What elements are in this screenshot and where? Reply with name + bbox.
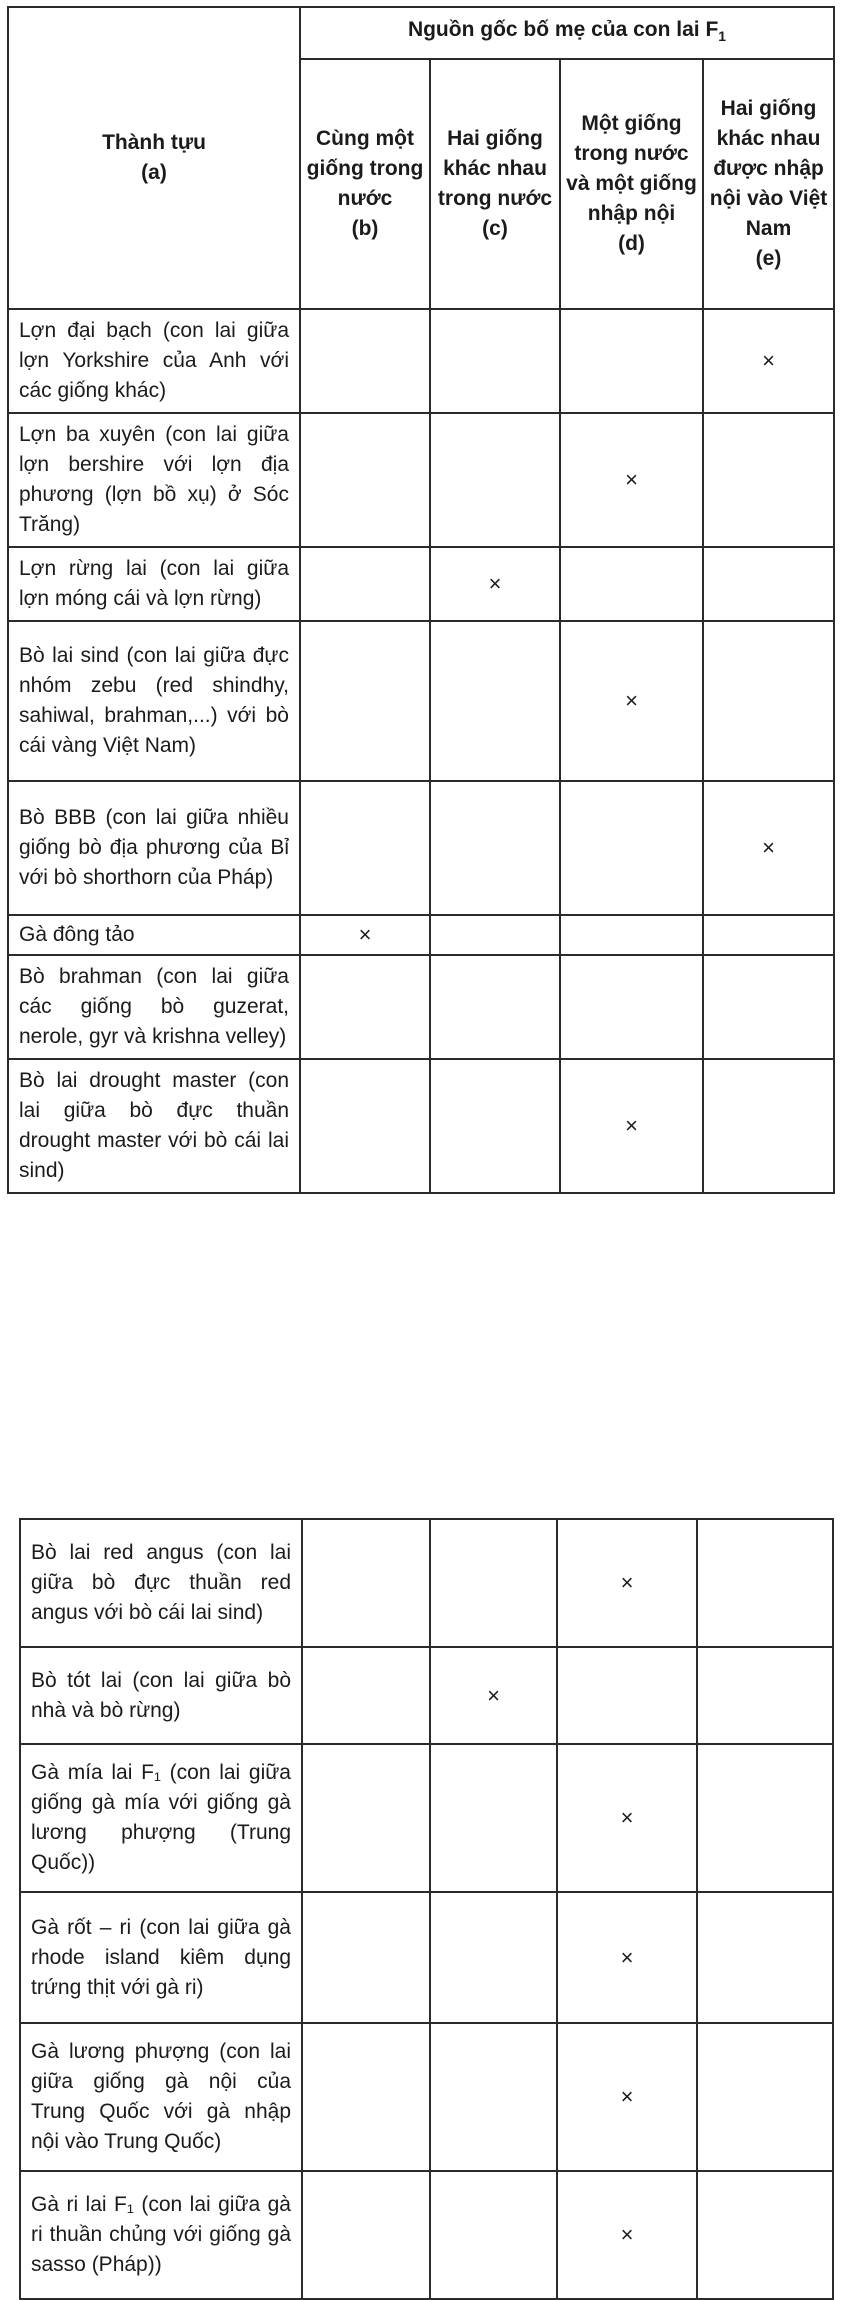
mark-cell-b: [302, 2023, 430, 2171]
mark-cell-e: [697, 1647, 833, 1744]
mark-cell-d: [560, 309, 703, 413]
table-row: [8, 915, 834, 955]
achievement-cell: Bò lai red angus (con lai giữa bò đực thuần red angus với bò cái lai sind): [20, 1519, 302, 1647]
mark-cell-d: [560, 781, 703, 915]
mark-cell-e: [703, 781, 834, 915]
mark-cell-e: [697, 1892, 833, 2023]
header-achievement-label: Thành tựu (a): [102, 131, 206, 184]
mark-cell-b: [300, 309, 430, 413]
mark-cell-c: [430, 309, 560, 413]
header-two-imported-label: Hai giống khác nhau được nhập nội vào Việt Nam (e): [709, 97, 828, 270]
achievement-cell: Bò tót lai (con lai giữa bò nhà và bò rừng): [20, 1647, 302, 1744]
table-row: [8, 621, 834, 781]
achievement-cell: Bò brahman (con lai giữa các giống bò guzerat, nerole, gyr và krishna velley): [8, 955, 300, 1059]
cross-mark-icon: ×: [625, 688, 638, 713]
table-row: [20, 1647, 833, 1744]
mark-cell-c: [430, 781, 560, 915]
mark-cell-c: [430, 547, 560, 621]
mark-cell-d: [560, 547, 703, 621]
table-row: [8, 547, 834, 621]
mark-cell-c: [430, 915, 560, 955]
table-row: [20, 1519, 833, 1647]
achievement-cell: Bò lai sind (con lai giữa đực nhóm zebu (red shindhy, sahiwal, brahman,...) với bò cái vàng Việt Nam): [8, 621, 300, 781]
table-row: [8, 309, 834, 413]
cross-mark-icon: ×: [620, 2084, 634, 2109]
achievement-cell: Lợn ba xuyên (con lai giữa lợn bershire với lợn địa phương (lợn bồ xụ) ở Sóc Trăng): [8, 413, 300, 547]
mark-cell-c: [430, 1744, 557, 1892]
mark-cell-d: [557, 1892, 697, 2023]
table-row: [20, 2171, 833, 2299]
table-row: [20, 1744, 833, 1892]
mark-cell-e: [697, 1519, 833, 1647]
mark-cell-e: [703, 547, 834, 621]
mark-cell-d: [560, 621, 703, 781]
mark-cell-d: [557, 2171, 697, 2299]
table-row: [20, 1892, 833, 2023]
achievement-cell: Lợn rừng lai (con lai giữa lợn móng cái và lợn rừng): [8, 547, 300, 621]
cross-mark-icon: ×: [488, 571, 502, 596]
mark-cell-b: [300, 547, 430, 621]
mark-cell-d: [557, 1647, 697, 1744]
table-row: [8, 413, 834, 547]
mark-cell-b: [302, 1519, 430, 1647]
mark-cell-c: [430, 955, 560, 1059]
mark-cell-e: [703, 915, 834, 955]
mark-cell-b: [300, 955, 430, 1059]
achievement-cell: Bò BBB (con lai giữa nhiều giống bò địa phương của Bỉ với bò shorthorn của Pháp): [8, 781, 300, 915]
achievement-cell: Gà mía lai F₁ (con lai giữa giống gà mía với giống gà lương phượng (Trung Quốc)): [20, 1744, 302, 1892]
header-same-breed: [300, 59, 430, 309]
mark-cell-b: [302, 1892, 430, 2023]
header-two-domestic: [430, 59, 560, 309]
mark-cell-c: [430, 2171, 557, 2299]
cross-mark-icon: ×: [620, 1570, 634, 1595]
cross-mark-icon: ×: [487, 1682, 500, 1708]
mark-cell-c: [430, 2023, 557, 2171]
mark-cell-d: [557, 2023, 697, 2171]
header-domestic-imported-label: Một giống trong nước và một giống nhập nội (d): [566, 112, 697, 255]
header-achievement: [8, 7, 300, 309]
mark-cell-d: [557, 1519, 697, 1647]
mark-cell-b: [300, 413, 430, 547]
header-parent-origin-group: [300, 7, 834, 59]
header-same-breed-label: Cùng một giống trong nước (b): [306, 127, 424, 240]
table-row: [8, 1059, 834, 1193]
mark-cell-c: [430, 1519, 557, 1647]
mark-cell-e: [697, 1744, 833, 1892]
cross-mark-icon: ×: [620, 1805, 634, 1830]
header-two-imported: [703, 59, 834, 309]
achievement-cell: Gà ri lai F₁ (con lai giữa gà ri thuần chủng với giống gà sasso (Pháp)): [20, 2171, 302, 2299]
mark-cell-d: [560, 1059, 703, 1193]
mark-cell-b: [302, 1647, 430, 1744]
mark-cell-b: [300, 915, 430, 955]
mark-cell-b: [302, 2171, 430, 2299]
table-row: [8, 781, 834, 915]
cross-mark-icon: ×: [762, 348, 775, 373]
table-row: [8, 955, 834, 1059]
mark-cell-b: [300, 1059, 430, 1193]
achievements-table-part2: [19, 1518, 834, 2300]
table-body-part2: [20, 1519, 833, 2299]
mark-cell-c: [430, 621, 560, 781]
mark-cell-c: [430, 1647, 557, 1744]
mark-cell-c: [430, 413, 560, 547]
header-group-title: Nguồn gốc bố mẹ của con lai F: [407, 17, 719, 41]
header-group-subscript: 1: [718, 28, 727, 45]
cross-mark-icon: ×: [762, 835, 775, 860]
achievement-cell: Gà đông tảo: [8, 915, 300, 955]
achievement-cell: Bò lai drought master (con lai giữa bò đực thuần drought master với bò cái lai sind): [8, 1059, 300, 1193]
cross-mark-icon: ×: [620, 1944, 634, 1970]
mark-cell-d: [557, 1744, 697, 1892]
mark-cell-c: [430, 1892, 557, 2023]
table-row: [20, 2023, 833, 2171]
mark-cell-e: [703, 1059, 834, 1193]
achievement-cell: Gà rốt – ri (con lai giữa gà rhode island kiêm dụng trứng thịt với gà ri): [20, 1892, 302, 2023]
cross-mark-icon: ×: [625, 467, 638, 492]
mark-cell-b: [300, 781, 430, 915]
mark-cell-b: [302, 1744, 430, 1892]
cross-mark-icon: ×: [625, 1113, 638, 1138]
mark-cell-e: [703, 621, 834, 781]
cross-mark-icon: ×: [358, 922, 372, 947]
mark-cell-d: [560, 413, 703, 547]
mark-cell-e: [703, 413, 834, 547]
mark-cell-d: [560, 915, 703, 955]
header-two-domestic-label: Hai giống khác nhau trong nước (c): [437, 127, 553, 240]
mark-cell-e: [703, 955, 834, 1059]
mark-cell-e: [703, 309, 834, 413]
cross-mark-icon: ×: [620, 2222, 634, 2247]
mark-cell-c: [430, 1059, 560, 1193]
achievement-cell: Gà lương phượng (con lai giữa giống gà nội của Trung Quốc với gà nhập nội vào Trung Quốc): [20, 2023, 302, 2171]
mark-cell-e: [697, 2023, 833, 2171]
mark-cell-e: [697, 2171, 833, 2299]
table-body-part1: [8, 309, 834, 1193]
mark-cell-b: [300, 621, 430, 781]
achievement-cell: Lợn đại bạch (con lai giữa lợn Yorkshire của Anh với các giống khác): [8, 309, 300, 413]
mark-cell-d: [560, 955, 703, 1059]
achievements-table-part1: [7, 6, 835, 1194]
header-domestic-imported: [560, 59, 703, 309]
